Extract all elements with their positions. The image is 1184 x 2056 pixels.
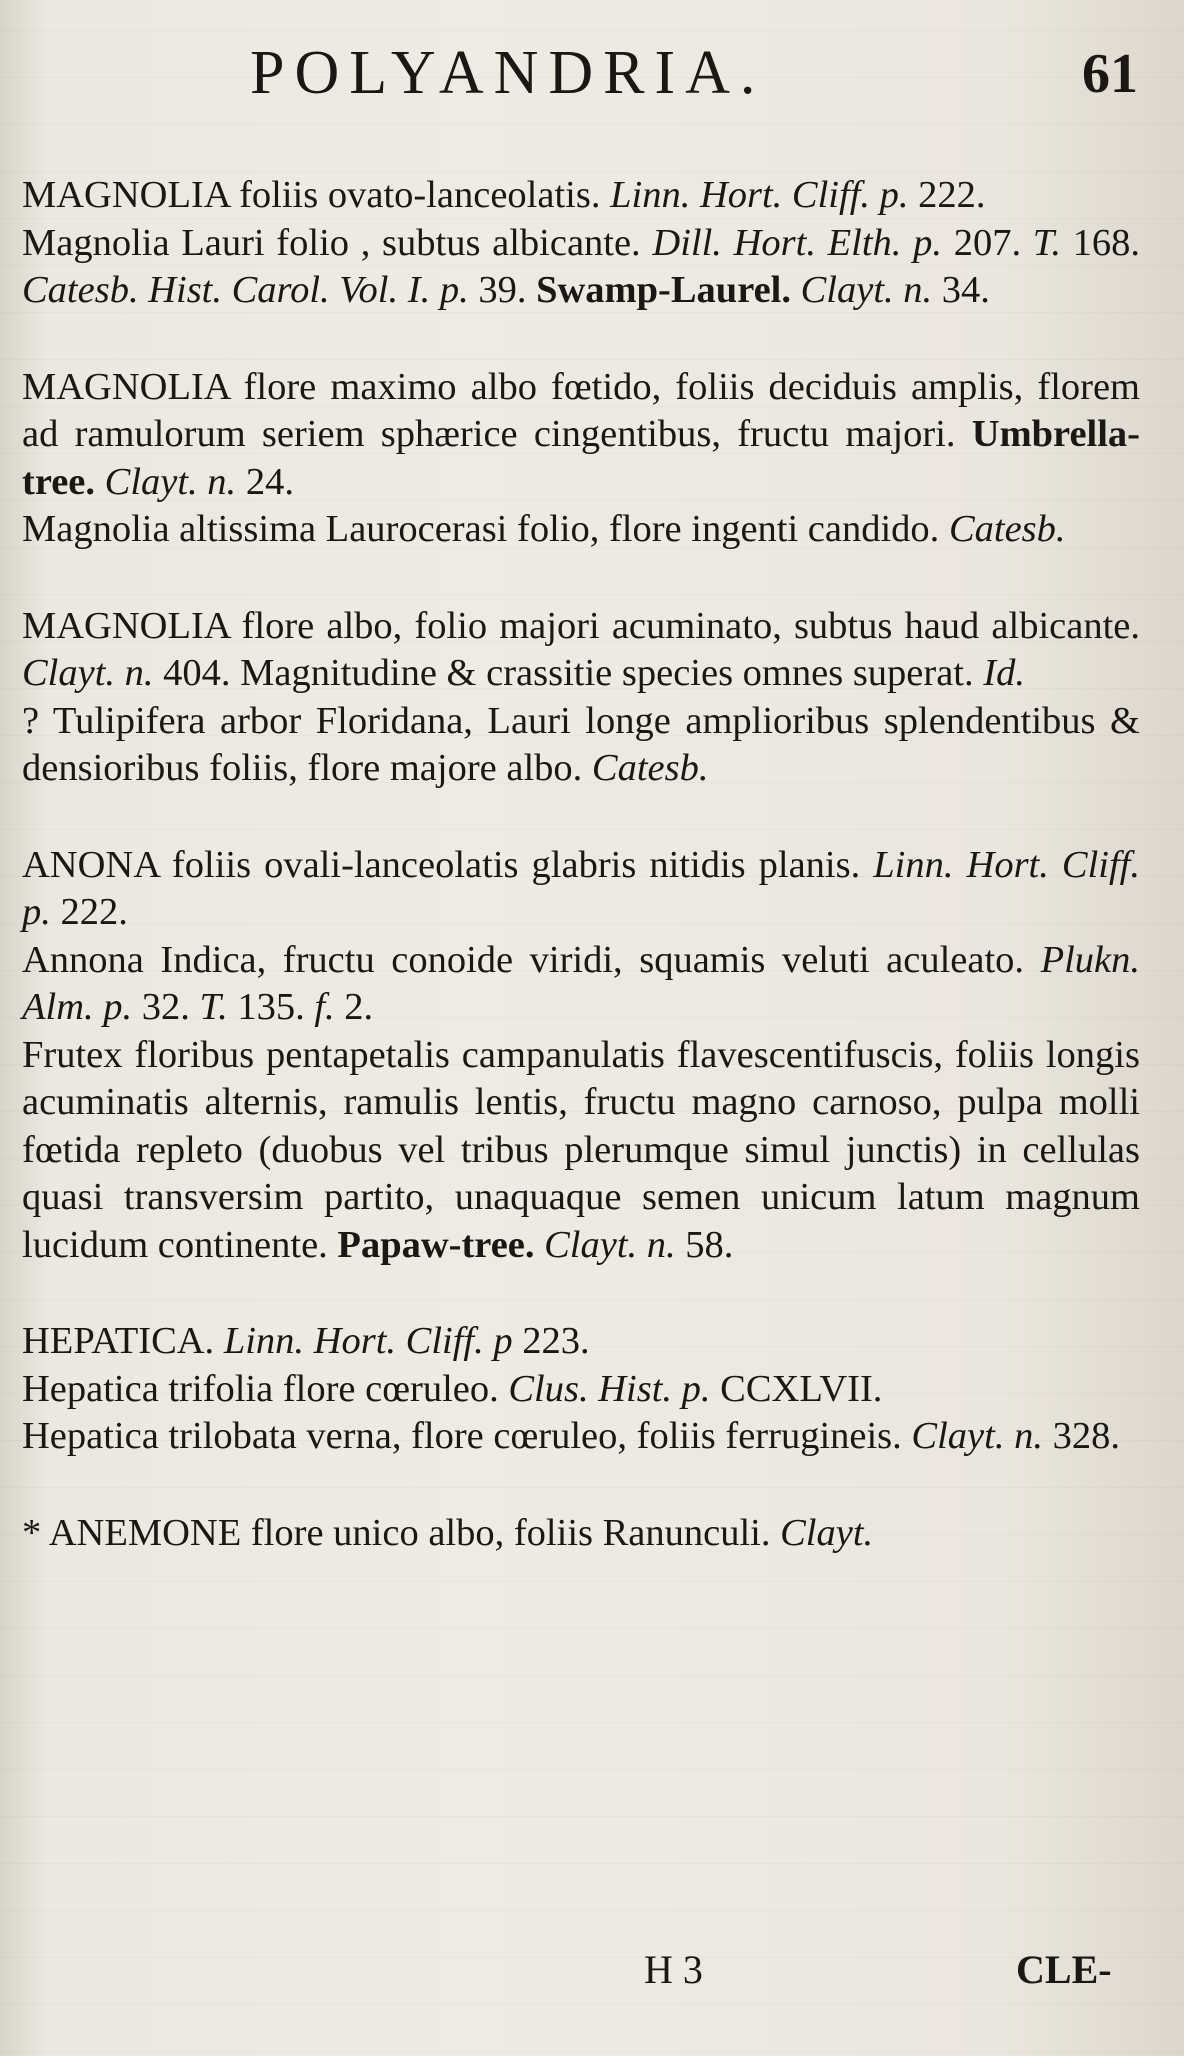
description-text: flore maximo albo fœtido, foliis deciduis amplis, florem ad ramulorum seriem sphærice cingentibus, fructu majori. bbox=[22, 365, 1140, 455]
genus-name: HEPATICA. bbox=[22, 1320, 215, 1362]
description-text: foliis ovali-lanceolatis glabris nitidis planis. bbox=[158, 843, 874, 886]
description-text: 222. bbox=[908, 174, 986, 216]
synonym-paragraph bbox=[22, 1032, 1140, 1270]
description-text: foliis ovato-lanceolatis. bbox=[229, 174, 611, 216]
description-text bbox=[791, 269, 801, 311]
citation-text: Clayt. n. bbox=[911, 1415, 1043, 1457]
entry-heading-paragraph bbox=[22, 1510, 1140, 1558]
genus-name: MAGNOLIA bbox=[22, 365, 230, 408]
description-text: ? Tulipifera arbor Floridana, Lauri longe amplioribus splendentibus & densioribus foliis, flore majore albo. bbox=[22, 699, 1140, 789]
page-footer bbox=[0, 1938, 1184, 2008]
citation-text: Clayt. n. bbox=[22, 652, 154, 694]
description-text: 328. bbox=[1042, 1415, 1120, 1457]
description-text: Magnolia altissima Laurocerasi folio, flore ingenti candido. bbox=[22, 508, 949, 550]
citation-text: T. bbox=[199, 986, 228, 1028]
entry-heading-paragraph bbox=[22, 603, 1140, 698]
citation-text: Clus. Hist. p. bbox=[508, 1367, 711, 1410]
description-text: 24. bbox=[236, 460, 294, 503]
entry-heading-paragraph bbox=[22, 172, 1140, 220]
description-text: 2. bbox=[334, 986, 374, 1028]
description-text bbox=[95, 461, 105, 503]
description-text: Magnolia Lauri folio , subtus albicante. bbox=[22, 221, 653, 264]
main-text bbox=[22, 172, 1140, 1606]
blackletter-common-name: Swamp-Laurel. bbox=[536, 269, 791, 311]
catchword: CLE- bbox=[1016, 1947, 1112, 1992]
citation-text: f. bbox=[314, 986, 335, 1028]
blackletter-common-name: Papaw-tree. bbox=[337, 1223, 535, 1266]
botanical-entry bbox=[22, 364, 1140, 554]
description-text: 32. bbox=[132, 986, 200, 1028]
citation-text: Plukn. Alm. p. bbox=[22, 938, 1140, 1028]
citation-text: Clayt. n. bbox=[104, 460, 237, 503]
description-text: Hepatica trifolia flore cœruleo. bbox=[22, 1367, 509, 1410]
botanical-entry bbox=[22, 603, 1140, 793]
citation-text: Linn. Hort. Cliff. p bbox=[223, 1320, 513, 1362]
genus-name: MAGNOLIA bbox=[22, 174, 230, 216]
description-text: Annona Indica, fructu conoide viridi, squamis veluti aculeato. bbox=[22, 938, 1041, 981]
description-text: 39. bbox=[468, 269, 537, 311]
description-text: 34. bbox=[932, 269, 990, 311]
description-text: flore albo, folio majori acuminato, subtus haud albicante. bbox=[229, 604, 1140, 647]
synonym-paragraph bbox=[22, 937, 1140, 1032]
botanical-entry bbox=[22, 1510, 1140, 1558]
page-header bbox=[0, 30, 1184, 110]
genus-name: * ANEMONE bbox=[22, 1511, 242, 1554]
synonym-paragraph bbox=[22, 220, 1140, 315]
synonym-paragraph bbox=[22, 506, 1140, 554]
running-head: POLYANDRIA. bbox=[250, 39, 766, 107]
description-text bbox=[214, 1320, 224, 1362]
botanical-entry bbox=[22, 1318, 1140, 1461]
signature-mark: H 3 bbox=[644, 1947, 703, 1992]
citation-text: Clayt. n. bbox=[800, 269, 933, 311]
botanical-entry bbox=[22, 842, 1140, 1270]
blackletter-common-name: Umbrella-tree. bbox=[22, 413, 1140, 503]
citation-text: Clayt. n. bbox=[544, 1223, 676, 1266]
description-text: 135. bbox=[227, 986, 315, 1028]
synonym-paragraph bbox=[22, 1366, 1140, 1414]
description-text: 168. bbox=[1060, 221, 1141, 264]
synonym-paragraph bbox=[22, 698, 1140, 793]
citation-text: Clayt. bbox=[780, 1511, 874, 1554]
page-number: 61 bbox=[1082, 43, 1138, 105]
description-text: 58. bbox=[675, 1223, 734, 1266]
entry-heading-paragraph bbox=[22, 1318, 1140, 1366]
description-text: 404. Magnitudine & crassitie species omnes superat. bbox=[153, 652, 984, 694]
entry-heading-paragraph bbox=[22, 842, 1140, 937]
description-text: flore unico albo, foliis Ranunculi. bbox=[241, 1511, 781, 1554]
citation-text: Catesb. bbox=[948, 508, 1066, 550]
citation-text: Id. bbox=[983, 652, 1025, 694]
citation-text: Linn. Hort. Cliff. p. bbox=[610, 174, 909, 216]
description-text: Frutex floribus pentapetalis campanulatis flavescentifuscis, foliis longis acuminatis alternis, ramulis lentis, fructu magno carnoso, pulpa molli fœtida repleto (duobus vel tribus plerumque simul junctis) in cellulas quasi transversim partito, unaquaque semen unicum latum magnum lucidum continente. bbox=[22, 1033, 1140, 1266]
genus-name: ANONA bbox=[22, 843, 159, 886]
entry-heading-paragraph bbox=[22, 364, 1140, 507]
synonym-paragraph bbox=[22, 1413, 1140, 1461]
citation-text: Linn. Hort. Cliff. p. bbox=[22, 843, 1140, 933]
description-text: CCXLVII. bbox=[710, 1367, 883, 1410]
description-text: 223. bbox=[512, 1320, 590, 1362]
citation-text: T. bbox=[1032, 221, 1061, 264]
genus-name: MAGNOLIA bbox=[22, 604, 230, 647]
description-text: 207. bbox=[942, 221, 1033, 264]
botanical-entry bbox=[22, 172, 1140, 315]
citation-text: Dill. Hort. Elth. p. bbox=[652, 221, 942, 264]
description-text: Hepatica trilobata verna, flore cœruleo, foliis ferrugineis. bbox=[22, 1415, 912, 1457]
description-text bbox=[535, 1224, 545, 1266]
citation-text: Catesb. Hist. Carol. Vol. I. p. bbox=[22, 269, 469, 311]
description-text: 222. bbox=[50, 891, 128, 933]
citation-text: Catesb. bbox=[591, 747, 709, 789]
